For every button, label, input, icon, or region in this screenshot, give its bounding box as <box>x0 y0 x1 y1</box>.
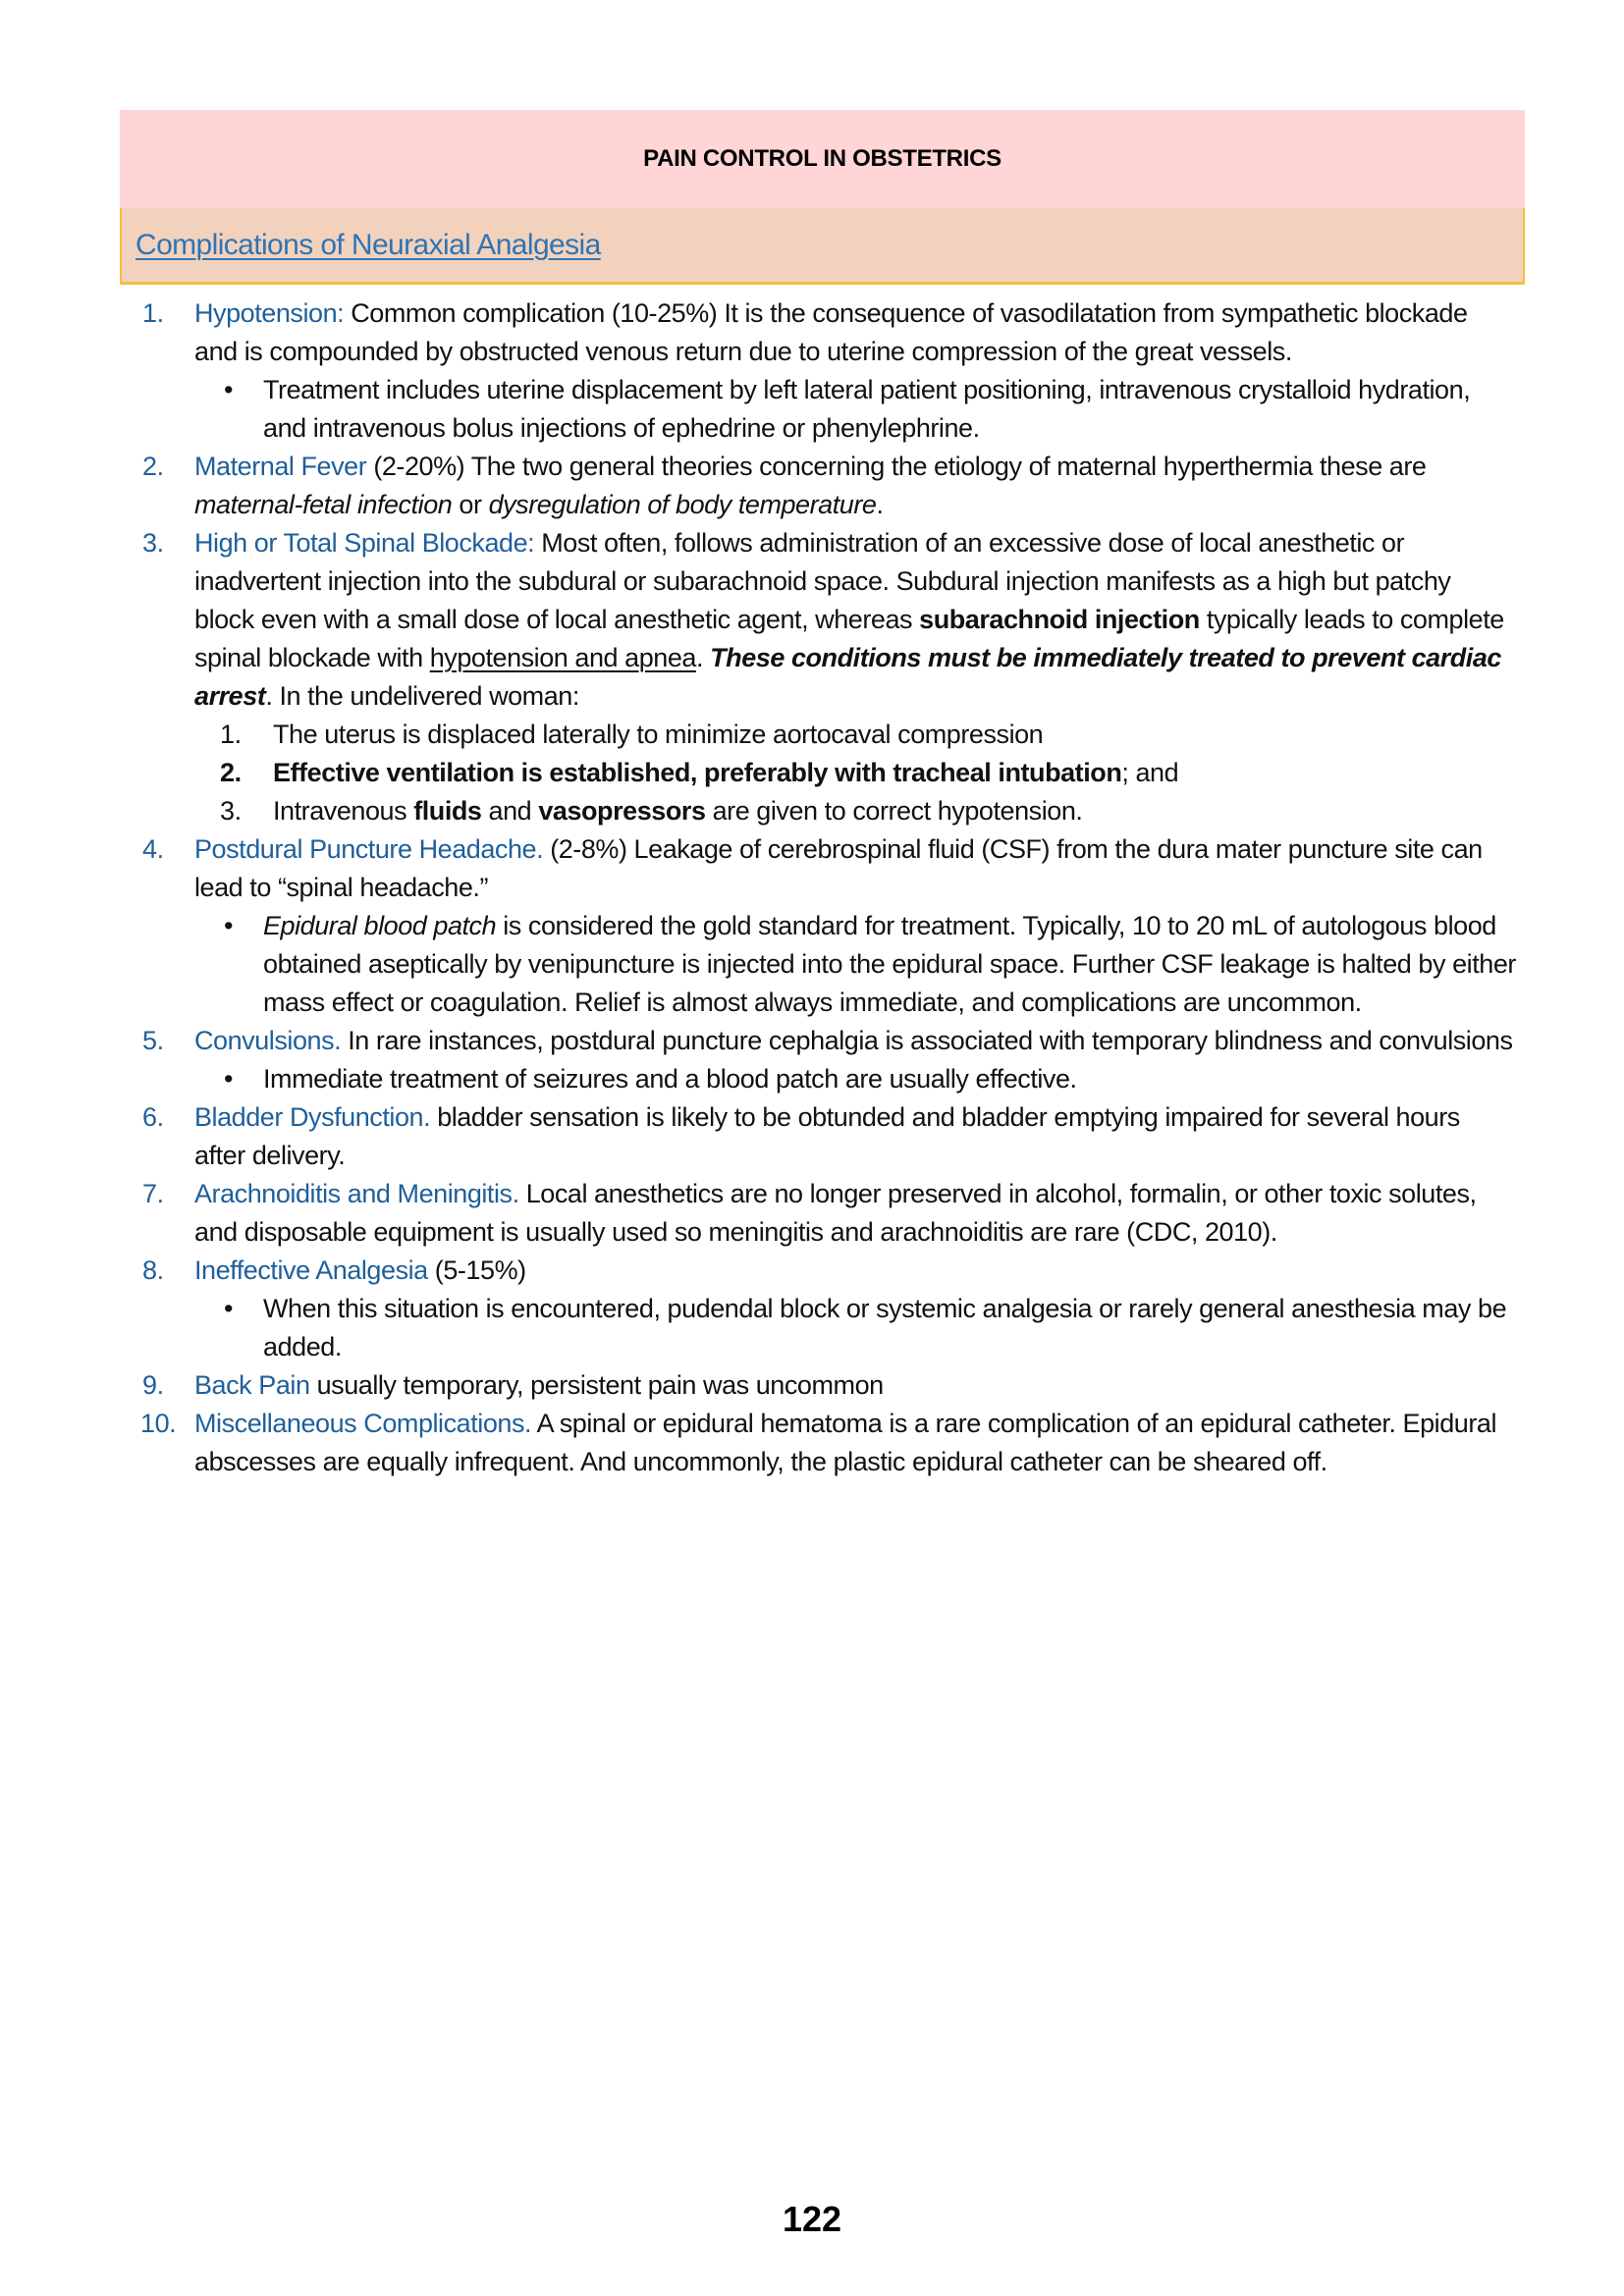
sub-item-number: 3. <box>220 796 242 826</box>
section-header <box>120 110 1525 285</box>
item-text: (5-15%) <box>427 1255 526 1285</box>
item-text: In rare instances, postdural puncture cephalgia is associated with temporary blindness and convulsions <box>341 1026 1513 1055</box>
item-number: 7. <box>142 1179 164 1208</box>
item-italic-text: maternal-fetal infection <box>194 490 453 519</box>
title-band <box>120 110 1525 208</box>
list-item-hypotension <box>142 294 1517 448</box>
item-term: Hypotension: <box>194 298 345 328</box>
list-item-arachnoiditis <box>142 1175 1517 1252</box>
bullet-text: is considered the gold standard for treatment. Typically, 10 to 20 mL of autologous blood obtained aseptically by venipuncture is injected into the epidural space. Further CSF leakage is halted by either mass effect or coagulation. Relief is almost always immediate, and complications are uncommon. <box>263 911 1516 1017</box>
sub-item-text: and <box>481 796 539 826</box>
complications-list <box>142 294 1517 1481</box>
item-bold-text: subarachnoid injection <box>919 605 1200 634</box>
bullet-item <box>194 1290 1517 1366</box>
item-text: bladder sensation is likely to be obtunded and bladder emptying impaired for several hours after delivery. <box>194 1102 1460 1170</box>
item-number: 2. <box>142 452 164 481</box>
item-underlined-text: hypotension and apnea <box>429 643 696 672</box>
item-term: Miscellaneous Complications. <box>194 1409 532 1438</box>
item-number: 3. <box>142 528 164 558</box>
item-text: . <box>876 490 884 519</box>
sub-item-bold-text: fluids <box>413 796 482 826</box>
item-term: Back Pain <box>194 1370 310 1400</box>
bullet-item <box>194 371 1517 448</box>
item-number: 4. <box>142 834 164 864</box>
bullet-icon: • <box>224 1064 234 1094</box>
sub-item <box>194 754 1517 792</box>
page-title: PAIN CONTROL IN OBSTETRICS <box>643 145 1001 172</box>
sub-item-bold-text: vasopressors <box>538 796 706 826</box>
sub-item-text: are given to correct hypotension. <box>705 796 1083 826</box>
sub-item-text: ; and <box>1121 758 1179 787</box>
item-term: Convulsions. <box>194 1026 342 1055</box>
bullet-text: Immediate treatment of seizures and a blood patch are usually effective. <box>263 1064 1077 1094</box>
item-text: . <box>696 643 711 672</box>
item-term: Bladder Dysfunction. <box>194 1102 431 1132</box>
page-number: 122 <box>782 2199 842 2239</box>
sub-item-text: Intravenous <box>273 796 414 826</box>
subtitle-band <box>120 208 1525 285</box>
bullet-item <box>194 907 1517 1022</box>
item-number: 5. <box>142 1026 164 1055</box>
item-text: A spinal or epidural hematoma is a rare complication of an epidural catheter. Epidural abscesses are equally infrequent. And uncommonly, the plastic epidural catheter can be sheared off. <box>194 1409 1496 1476</box>
bullet-italic-text: Epidural blood patch <box>263 911 497 940</box>
item-number: 10. <box>140 1409 177 1438</box>
bullet-text: When this situation is encountered, pudendal block or systemic analgesia or rarely general anesthesia may be added. <box>263 1294 1507 1362</box>
item-text: (2-20%) The two general theories concerning the etiology of maternal hyperthermia these are <box>366 452 1427 481</box>
item-number: 9. <box>142 1370 164 1400</box>
sub-item-text: The uterus is displaced laterally to minimize aortocaval compression <box>273 720 1044 749</box>
item-number: 6. <box>142 1102 164 1132</box>
item-term: High or Total Spinal Blockade: <box>194 528 535 558</box>
item-bold-italic-text: These conditions must be immediately treated to prevent cardiac arrest <box>194 643 1501 711</box>
item-term: Maternal Fever <box>194 452 367 481</box>
item-term: Postdural Puncture Headache. <box>194 834 544 864</box>
list-item-miscellaneous <box>142 1405 1517 1481</box>
sub-item <box>194 792 1517 830</box>
list-item-maternal-fever <box>142 448 1517 524</box>
item-text: . In the undelivered woman: <box>265 681 579 711</box>
item-text: Common complication (10-25%) It is the consequence of vasodilatation from sympathetic blockade and is compounded by obstructed venous return due to uterine compression of the great vessels. <box>194 298 1468 366</box>
item-text: (2-8%) Leakage of cerebrospinal fluid (CSF) from the dura mater puncture site can lead to “spinal headache.” <box>194 834 1483 902</box>
list-item-convulsions <box>142 1022 1517 1098</box>
list-item-postdural-headache <box>142 830 1517 1022</box>
list-item-ineffective-analgesia <box>142 1252 1517 1366</box>
item-text: usually temporary, persistent pain was uncommon <box>309 1370 884 1400</box>
section-heading-link[interactable]: Complications of Neuraxial Analgesia <box>135 228 601 261</box>
bullet-text: Treatment includes uterine displacement by left lateral patient positioning, intravenous crystalloid hydration, and intravenous bolus injections of ephedrine or phenylephrine. <box>263 375 1471 443</box>
bullet-icon: • <box>224 1294 234 1323</box>
list-item-bladder-dysfunction <box>142 1098 1517 1175</box>
item-text: or <box>452 490 489 519</box>
item-italic-text: dysregulation of body temperature <box>488 490 877 519</box>
item-number: 8. <box>142 1255 164 1285</box>
bullet-icon: • <box>224 911 234 940</box>
item-term: Arachnoiditis and Meningitis. <box>194 1179 519 1208</box>
item-text: Most often, follows administration of an excessive dose of local anesthetic or inadvertent injection into the subdural or subarachnoid space. Subdural injection manifests as a high but patchy block even with a small dose of local anesthetic agent, whereas <box>194 528 1451 634</box>
sub-item-number: 1. <box>220 720 242 749</box>
item-term: Ineffective Analgesia <box>194 1255 428 1285</box>
sub-item-bold-text: Effective ventilation is established, preferably with tracheal intubation <box>273 758 1122 787</box>
list-item-back-pain <box>142 1366 1517 1405</box>
bullet-item <box>194 1060 1517 1098</box>
sub-item <box>194 716 1517 754</box>
bullet-icon: • <box>224 375 234 404</box>
item-number: 1. <box>142 298 164 328</box>
list-item-high-spinal-blockade <box>142 524 1517 830</box>
sub-item-number: 2. <box>220 758 242 787</box>
item-text: typically leads to complete spinal blockade with <box>194 605 1504 672</box>
item-text: Local anesthetics are no longer preserved in alcohol, formalin, or other toxic solutes, and disposable equipment is usually used so meningitis and arachnoiditis are rare (CDC, 2010). <box>194 1179 1477 1247</box>
